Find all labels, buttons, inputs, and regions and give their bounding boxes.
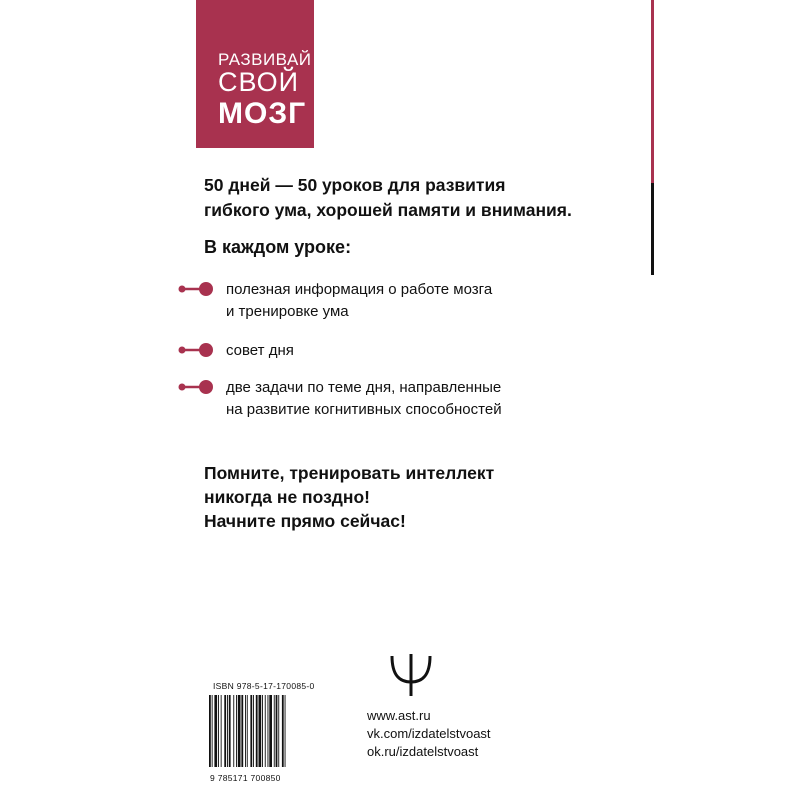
bullet-3-line-1: две задачи по теме дня, направленные xyxy=(226,379,502,396)
barcode-bar xyxy=(238,695,241,767)
barcode-bar xyxy=(259,695,262,767)
isbn-label: ISBN 978-5-17-170085-0 xyxy=(213,681,315,691)
barcode-bar xyxy=(268,695,269,767)
barcode-bar xyxy=(250,695,252,767)
connector-dots-icon xyxy=(178,342,214,358)
barcode-bar xyxy=(214,695,217,767)
barcode-bar xyxy=(265,695,266,767)
bullet-1-line-1: полезная информация о работе мозга xyxy=(226,281,493,298)
series-logo xyxy=(196,0,314,148)
barcode-bar xyxy=(282,695,284,767)
intro-line-2: гибкого ума, хорошей памяти и внимания. xyxy=(204,200,572,220)
lesson-subheading: В каждом уроке: xyxy=(204,237,352,257)
spine-edge-dark xyxy=(651,183,654,275)
barcode-bar xyxy=(224,695,226,767)
closing-text xyxy=(204,461,494,533)
barcode-digits: 9 785171 700850 xyxy=(210,773,281,783)
barcode-bar xyxy=(229,695,231,767)
barcode-bar xyxy=(276,695,278,767)
bullet-2-line-1: совет дня xyxy=(226,342,294,359)
intro-text xyxy=(204,173,644,223)
barcode-bar xyxy=(253,695,254,767)
bullet-text-1 xyxy=(226,279,492,323)
psi-logo-icon xyxy=(388,652,434,698)
barcode-bar xyxy=(233,695,234,767)
barcode-bar xyxy=(227,695,228,767)
bullet-1-line-2: и тренировке ума xyxy=(226,303,349,320)
closing-line-3: Начните прямо сейчас! xyxy=(204,511,406,531)
spine-edge-accent xyxy=(651,0,654,183)
connector-dots-icon xyxy=(178,281,214,297)
barcode-bar xyxy=(247,695,248,767)
barcode-bar xyxy=(245,695,246,767)
barcode-bar xyxy=(212,695,213,767)
connector-dots-icon xyxy=(178,379,214,395)
link-vk[interactable]: vk.com/izdatelstvoast xyxy=(367,726,491,741)
closing-line-1: Помните, тренировать интеллект xyxy=(204,463,495,483)
bullet-3-line-2: на развитие когнитивных способностей xyxy=(226,401,502,418)
barcode-bar xyxy=(269,695,272,767)
logo-line-1: РАЗВИВАЙ xyxy=(218,50,312,69)
barcode-bar xyxy=(236,695,237,767)
logo-line-3: МОЗГ xyxy=(218,97,307,130)
bullet-text-3 xyxy=(226,377,502,421)
bullet-text-2 xyxy=(226,340,294,362)
barcode-bar xyxy=(241,695,243,767)
barcode-bar xyxy=(278,695,279,767)
barcode-bar xyxy=(218,695,219,767)
barcode-bar xyxy=(285,695,286,767)
barcode xyxy=(205,693,308,769)
closing-line-2: никогда не поздно! xyxy=(204,487,370,507)
barcode-bar xyxy=(209,695,211,767)
link-ok[interactable]: ok.ru/izdatelstvoast xyxy=(367,744,479,759)
barcode-bar xyxy=(221,695,222,767)
link-site[interactable]: www.ast.ru xyxy=(367,708,431,723)
barcode-bar xyxy=(256,695,258,767)
logo-line-2: СВОЙ xyxy=(218,67,300,97)
publisher-links xyxy=(367,707,491,761)
barcode-bar xyxy=(274,695,275,767)
barcode-bar xyxy=(262,695,263,767)
intro-line-1: 50 дней — 50 уроков для развития xyxy=(204,175,506,195)
